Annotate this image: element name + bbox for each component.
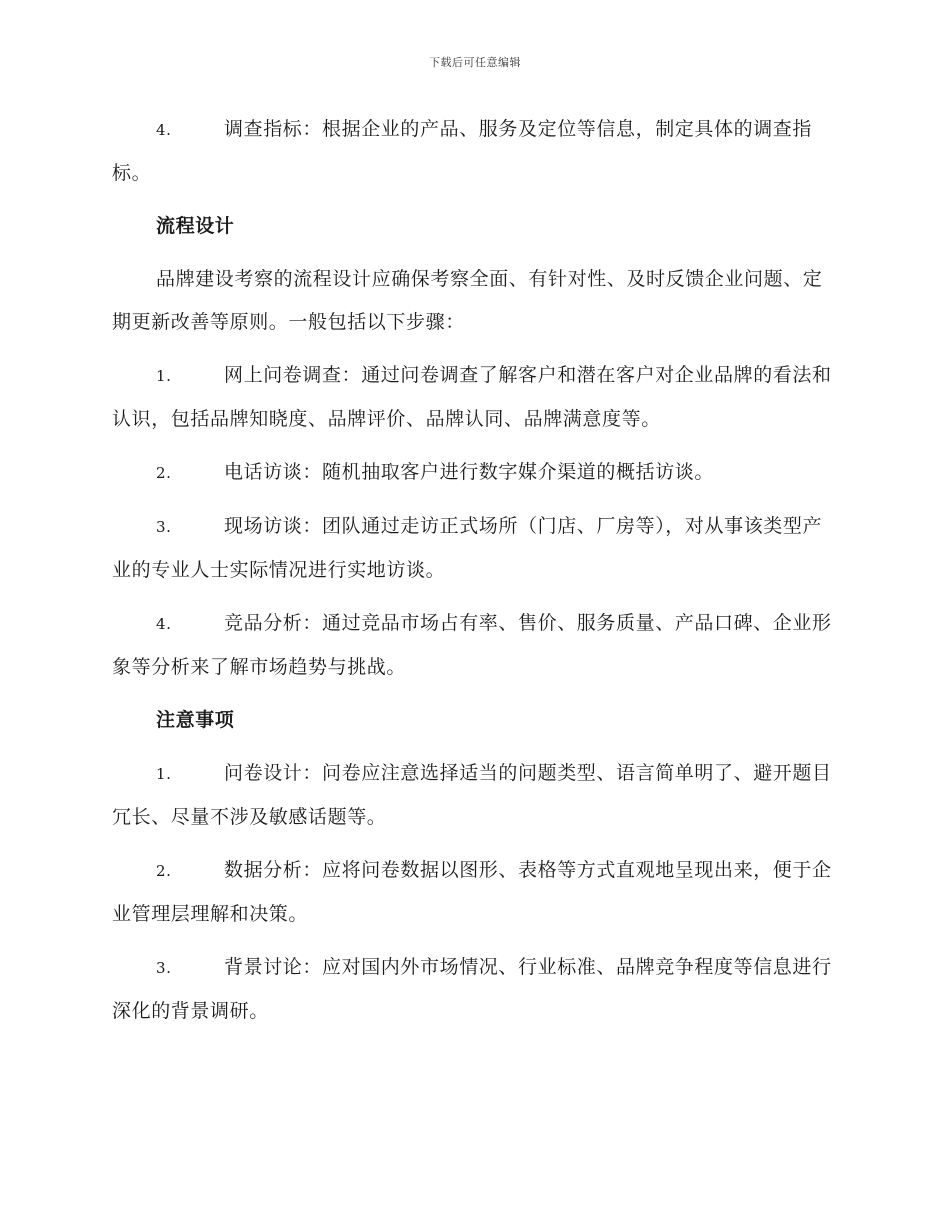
list-item [112, 752, 834, 839]
item-text: 网上问卷调查：通过问卷调查了解客户和潜在客户对企业品牌的看法和认识，包括品牌知晓度、品牌评价、品牌认同、品牌满意度等。 [112, 364, 832, 430]
item-number: 1. [156, 367, 172, 385]
item-text: 数据分析：应将问卷数据以图形、表格等方式直观地呈现出来，便于企业管理层理解和决策。 [112, 859, 832, 925]
item-text: 竞品分析：通过竞品市场占有率、售价、服务质量、产品口碑、企业形象等分析来了解市场趋势与挑战。 [112, 612, 832, 678]
item-number: 3. [156, 959, 172, 977]
document-body [112, 108, 834, 1043]
section-title-process: 流程设计 [156, 215, 235, 237]
list-item [112, 946, 834, 1033]
item-text: 问卷设计：问卷应注意选择适当的问题类型、语言简单明了、避开题目冗长、尽量不涉及敏感话题等。 [112, 762, 832, 828]
list-item [112, 108, 834, 195]
item-number: 4. [156, 121, 172, 139]
item-text: 电话访谈：随机抽取客户进行数字媒介渠道的概括访谈。 [224, 461, 715, 483]
item-text: 调查指标：根据企业的产品、服务及定位等信息，制定具体的调查指标。 [112, 118, 813, 184]
section-title-notes: 注意事项 [156, 709, 235, 731]
item-text: 现场访谈：团队通过走访正式场所（门店、厂房等），对从事该类型产业的专业人士实际情况进行实地访谈。 [112, 515, 823, 581]
list-item [112, 849, 834, 936]
item-text: 背景讨论：应对国内外市场情况、行业标准、品牌竞争程度等信息进行深化的背景调研。 [112, 956, 832, 1022]
list-item [112, 602, 834, 689]
list-item [112, 505, 834, 592]
item-number: 3. [156, 518, 172, 536]
header-note: 下载后可任意编辑 [429, 56, 521, 69]
section-intro-paragraph: 品牌建设考察的流程设计应确保考察全面、有针对性、及时反馈企业问题、定期更新改善等原则。一般包括以下步骤： [112, 268, 823, 333]
list-item [112, 354, 834, 441]
item-number: 4. [156, 615, 172, 633]
list-item [112, 451, 834, 495]
item-number: 2. [156, 464, 172, 482]
item-number: 2. [156, 862, 172, 880]
item-number: 1. [156, 765, 172, 783]
